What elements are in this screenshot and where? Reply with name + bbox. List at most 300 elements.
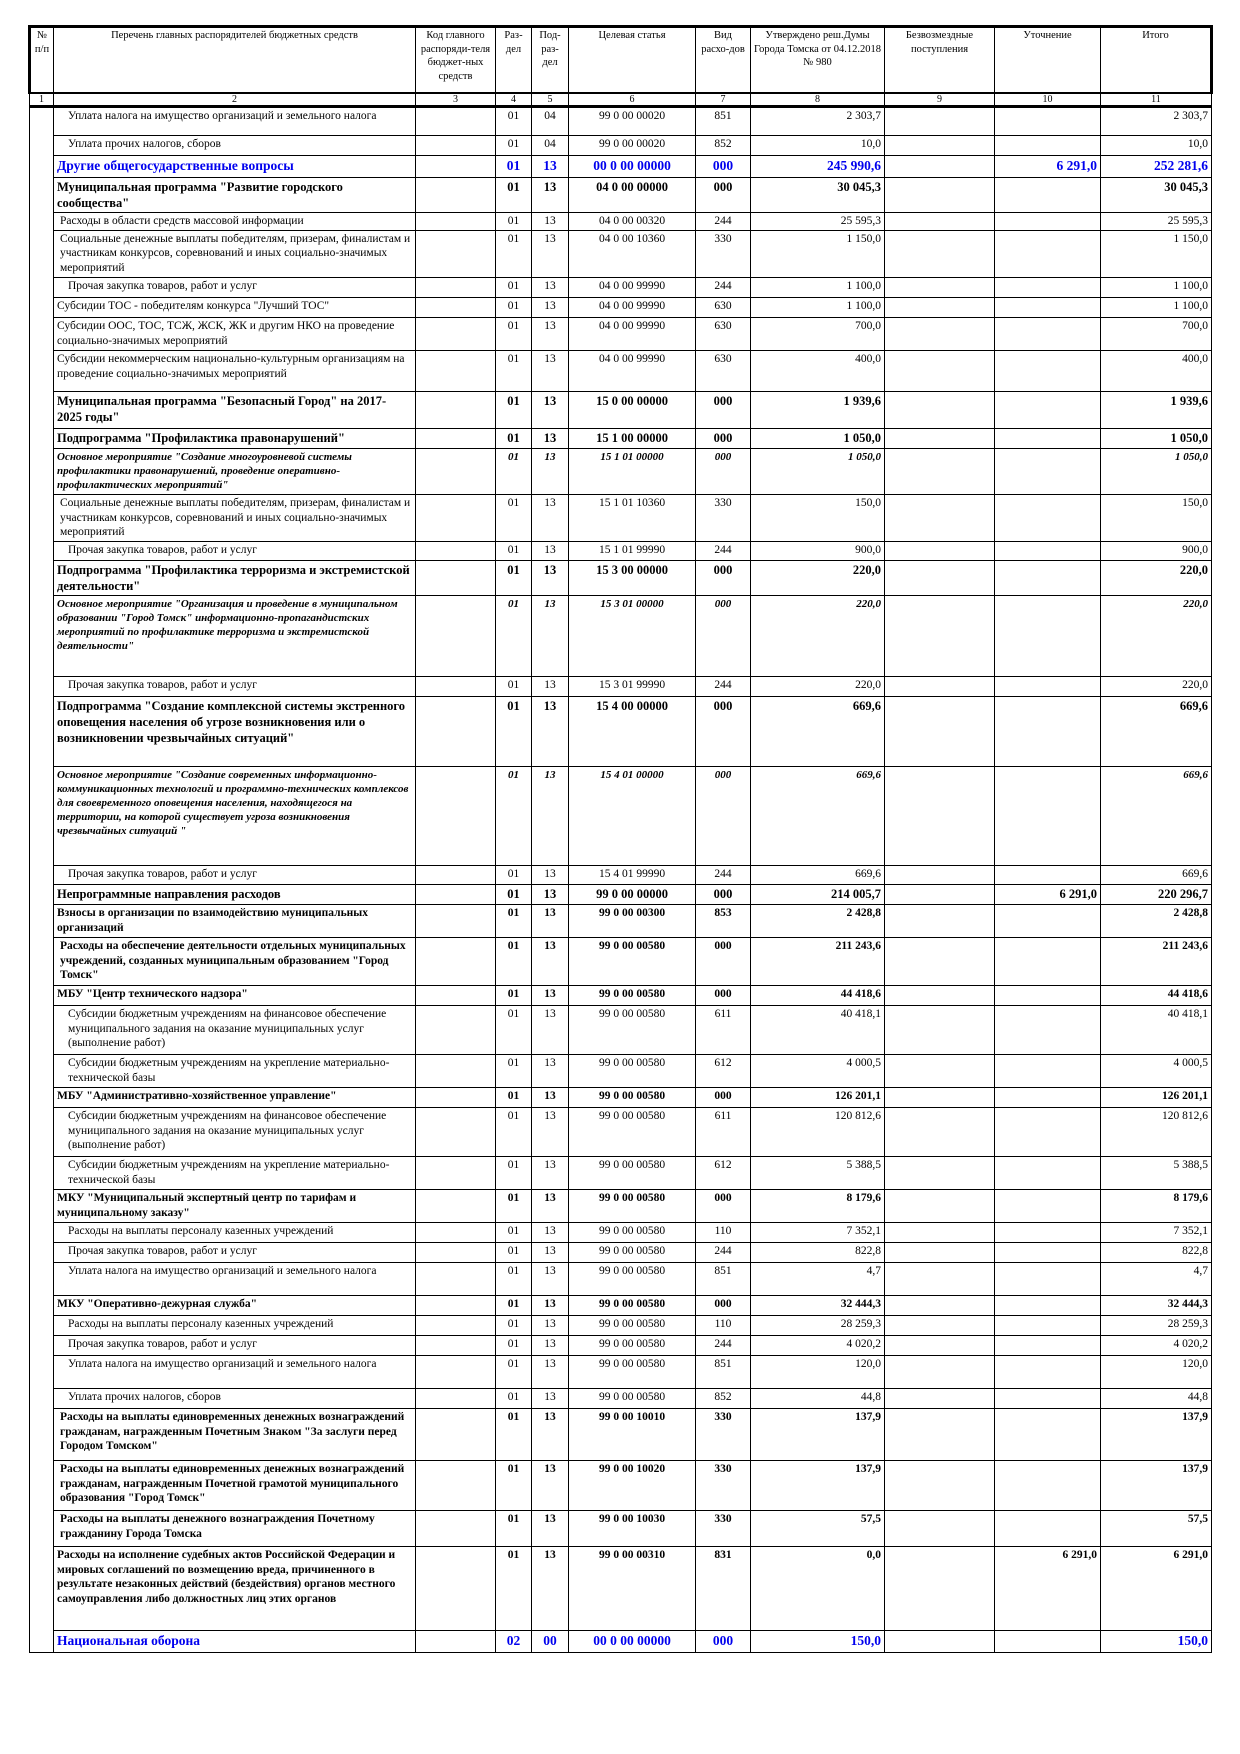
row-expense-type: 000 xyxy=(696,156,751,178)
row-name: Расходы в области средств массовой информации xyxy=(54,213,416,231)
row-approved: 7 352,1 xyxy=(751,1223,885,1243)
row-expense-type: 244 xyxy=(696,866,751,885)
row-total: 1 100,0 xyxy=(1101,297,1212,317)
header-subsection: Под-раз-дел xyxy=(532,27,569,94)
row-total: 4 020,2 xyxy=(1101,1336,1212,1356)
row-expense-type: 330 xyxy=(696,230,751,277)
row-total: 120 812,6 xyxy=(1101,1108,1212,1157)
row-target-article: 99 0 00 00580 xyxy=(569,938,696,986)
row-clarification xyxy=(995,677,1101,697)
row-name: Субсидии бюджетным учреждениям на укрепление материально-технической базы xyxy=(54,1055,416,1088)
row-clarification xyxy=(995,448,1101,494)
row-name: Подпрограмма "Создание комплексной системы экстренного оповещения населения об угрозе возникновения или о возникновении чрезвычайных ситуаций" xyxy=(54,697,416,767)
row-target-article: 00 0 00 00000 xyxy=(569,1631,696,1653)
table-row xyxy=(30,697,1212,767)
row-gratuitous xyxy=(885,905,995,938)
row-name: Уплата прочих налогов, сборов xyxy=(54,136,416,156)
row-subsection: 13 xyxy=(532,1108,569,1157)
row-expense-type: 630 xyxy=(696,317,751,350)
row-number xyxy=(30,317,54,350)
row-name: Социальные денежные выплаты победителям, призерам, финалистам и участникам конкурсов, соревнований и иных социально-значимых мероприятий xyxy=(54,494,416,541)
row-expense-type: 110 xyxy=(696,1223,751,1243)
row-distributor-code xyxy=(416,1243,496,1263)
row-approved: 1 050,0 xyxy=(751,448,885,494)
row-expense-type: 330 xyxy=(696,494,751,541)
header-distributors: Перечень главных распорядителей бюджетных средств xyxy=(54,27,416,94)
row-clarification xyxy=(995,494,1101,541)
row-subsection: 13 xyxy=(532,1296,569,1316)
row-number xyxy=(30,1108,54,1157)
row-subsection: 13 xyxy=(532,448,569,494)
row-gratuitous xyxy=(885,1088,995,1108)
table-row xyxy=(30,448,1212,494)
row-expense-type: 852 xyxy=(696,1389,751,1409)
row-number xyxy=(30,297,54,317)
header-expense-type: Вид расхо-дов xyxy=(696,27,751,94)
row-expense-type: 000 xyxy=(696,178,751,213)
row-approved: 4 000,5 xyxy=(751,1055,885,1088)
table-row xyxy=(30,178,1212,213)
row-subsection: 13 xyxy=(532,1336,569,1356)
table-row xyxy=(30,561,1212,596)
row-gratuitous xyxy=(885,317,995,350)
row-expense-type: 000 xyxy=(696,986,751,1006)
table-row xyxy=(30,1547,1212,1631)
row-gratuitous xyxy=(885,1190,995,1223)
row-gratuitous xyxy=(885,1511,995,1547)
row-target-article: 04 0 00 99990 xyxy=(569,297,696,317)
table-row xyxy=(30,1006,1212,1055)
row-clarification: 6 291,0 xyxy=(995,1547,1101,1631)
row-expense-type: 330 xyxy=(696,1461,751,1511)
row-gratuitous xyxy=(885,1336,995,1356)
row-target-article: 04 0 00 99990 xyxy=(569,350,696,391)
row-target-article: 99 0 00 10030 xyxy=(569,1511,696,1547)
row-name: Расходы на выплаты единовременных денежных вознаграждений гражданам, награжденным Почетным Знаком "За заслуги перед Городом Томском" xyxy=(54,1409,416,1461)
row-section: 01 xyxy=(496,561,532,596)
row-clarification xyxy=(995,542,1101,561)
row-target-article: 99 0 00 00580 xyxy=(569,986,696,1006)
table-row xyxy=(30,677,1212,697)
row-number xyxy=(30,350,54,391)
row-distributor-code xyxy=(416,317,496,350)
row-target-article: 99 0 00 00580 xyxy=(569,1356,696,1389)
row-expense-type: 851 xyxy=(696,107,751,136)
row-subsection: 13 xyxy=(532,1088,569,1108)
row-subsection: 13 xyxy=(532,767,569,866)
row-distributor-code xyxy=(416,297,496,317)
row-gratuitous xyxy=(885,1356,995,1389)
row-distributor-code xyxy=(416,1296,496,1316)
row-clarification xyxy=(995,1409,1101,1461)
row-gratuitous xyxy=(885,542,995,561)
row-name: Прочая закупка товаров, работ и услуг xyxy=(54,1336,416,1356)
row-distributor-code xyxy=(416,1263,496,1296)
row-subsection: 13 xyxy=(532,697,569,767)
row-section: 01 xyxy=(496,230,532,277)
row-number xyxy=(30,938,54,986)
row-total: 220,0 xyxy=(1101,596,1212,677)
row-subsection: 13 xyxy=(532,542,569,561)
header-number: № п/п xyxy=(30,27,54,94)
table-row xyxy=(30,1336,1212,1356)
row-clarification xyxy=(995,866,1101,885)
row-distributor-code xyxy=(416,596,496,677)
row-total: 220 296,7 xyxy=(1101,885,1212,905)
row-approved: 137,9 xyxy=(751,1409,885,1461)
row-subsection: 13 xyxy=(532,1190,569,1223)
column-number: 2 xyxy=(54,93,416,107)
row-subsection: 13 xyxy=(532,986,569,1006)
row-approved: 400,0 xyxy=(751,350,885,391)
row-expense-type: 000 xyxy=(696,1631,751,1653)
row-target-article: 15 1 01 10360 xyxy=(569,494,696,541)
row-section: 01 xyxy=(496,1461,532,1511)
row-subsection: 13 xyxy=(532,156,569,178)
row-section: 01 xyxy=(496,107,532,136)
row-target-article: 15 3 01 00000 xyxy=(569,596,696,677)
row-target-article: 00 0 00 00000 xyxy=(569,156,696,178)
table-row xyxy=(30,1223,1212,1243)
row-distributor-code xyxy=(416,1389,496,1409)
row-approved: 220,0 xyxy=(751,596,885,677)
column-number: 9 xyxy=(885,93,995,107)
row-total: 137,9 xyxy=(1101,1461,1212,1511)
row-number xyxy=(30,136,54,156)
row-name: Субсидии некоммерческим национально-культурным организациям на проведение социально-значимых мероприятий xyxy=(54,350,416,391)
row-total: 822,8 xyxy=(1101,1243,1212,1263)
row-total: 700,0 xyxy=(1101,317,1212,350)
row-number xyxy=(30,866,54,885)
row-subsection: 00 xyxy=(532,1631,569,1653)
row-expense-type: 000 xyxy=(696,428,751,448)
row-target-article: 99 0 00 00580 xyxy=(569,1296,696,1316)
row-approved: 4,7 xyxy=(751,1263,885,1296)
row-section: 01 xyxy=(496,448,532,494)
row-name: Расходы на выплаты единовременных денежных вознаграждений гражданам, награжденным Почетной грамотой муниципального образования "Город Томск" xyxy=(54,1461,416,1511)
row-approved: 8 179,6 xyxy=(751,1190,885,1223)
row-total: 44 418,6 xyxy=(1101,986,1212,1006)
table-row xyxy=(30,1356,1212,1389)
table-row xyxy=(30,136,1212,156)
row-number xyxy=(30,1461,54,1511)
row-total: 1 150,0 xyxy=(1101,230,1212,277)
column-number: 1 xyxy=(30,93,54,107)
row-subsection: 13 xyxy=(532,1157,569,1190)
row-section: 01 xyxy=(496,213,532,231)
row-distributor-code xyxy=(416,1157,496,1190)
row-distributor-code xyxy=(416,391,496,428)
row-target-article: 99 0 00 00580 xyxy=(569,1190,696,1223)
row-name: Уплата прочих налогов, сборов xyxy=(54,1389,416,1409)
row-target-article: 04 0 00 00000 xyxy=(569,178,696,213)
row-expense-type: 330 xyxy=(696,1511,751,1547)
row-expense-type: 244 xyxy=(696,1336,751,1356)
row-gratuitous xyxy=(885,677,995,697)
row-total: 1 100,0 xyxy=(1101,277,1212,297)
row-section: 01 xyxy=(496,1316,532,1336)
row-section: 01 xyxy=(496,905,532,938)
table-row xyxy=(30,767,1212,866)
row-number xyxy=(30,230,54,277)
table-row xyxy=(30,1108,1212,1157)
row-clarification xyxy=(995,213,1101,231)
row-number xyxy=(30,1088,54,1108)
row-total: 137,9 xyxy=(1101,1409,1212,1461)
row-approved: 137,9 xyxy=(751,1461,885,1511)
table-row xyxy=(30,1157,1212,1190)
column-number: 6 xyxy=(569,93,696,107)
row-subsection: 13 xyxy=(532,1263,569,1296)
row-clarification: 6 291,0 xyxy=(995,156,1101,178)
row-subsection: 13 xyxy=(532,1055,569,1088)
row-total: 900,0 xyxy=(1101,542,1212,561)
row-expense-type: 330 xyxy=(696,1409,751,1461)
row-target-article: 15 1 00 00000 xyxy=(569,428,696,448)
row-distributor-code xyxy=(416,866,496,885)
row-name: Уплата налога на имущество организаций и земельного налога xyxy=(54,1263,416,1296)
row-gratuitous xyxy=(885,277,995,297)
row-subsection: 13 xyxy=(532,1243,569,1263)
row-target-article: 15 3 00 00000 xyxy=(569,561,696,596)
row-subsection: 13 xyxy=(532,494,569,541)
row-clarification xyxy=(995,391,1101,428)
row-gratuitous xyxy=(885,213,995,231)
row-clarification xyxy=(995,1389,1101,1409)
header-section: Раз-дел xyxy=(496,27,532,94)
row-gratuitous xyxy=(885,1223,995,1243)
row-name: Субсидии ООС, ТОС, ТСЖ, ЖСК, ЖК и другим НКО на проведение социально-значимых мероприятий xyxy=(54,317,416,350)
row-clarification xyxy=(995,230,1101,277)
row-expense-type: 000 xyxy=(696,448,751,494)
row-total: 25 595,3 xyxy=(1101,213,1212,231)
row-target-article: 99 0 00 00580 xyxy=(569,1243,696,1263)
row-clarification xyxy=(995,905,1101,938)
row-target-article: 99 0 00 10010 xyxy=(569,1409,696,1461)
row-section: 01 xyxy=(496,885,532,905)
row-section: 01 xyxy=(496,1190,532,1223)
row-subsection: 13 xyxy=(532,213,569,231)
row-number xyxy=(30,1243,54,1263)
row-clarification xyxy=(995,1511,1101,1547)
row-total: 669,6 xyxy=(1101,767,1212,866)
row-name: МКУ "Оперативно-дежурная служба" xyxy=(54,1296,416,1316)
row-name: Прочая закупка товаров, работ и услуг xyxy=(54,542,416,561)
row-expense-type: 853 xyxy=(696,905,751,938)
row-name: Муниципальная программа "Безопасный Город" на 2017- 2025 годы" xyxy=(54,391,416,428)
row-section: 01 xyxy=(496,1108,532,1157)
row-name: Расходы на выплаты денежного вознаграждения Почетному гражданину Города Томска xyxy=(54,1511,416,1547)
row-expense-type: 852 xyxy=(696,136,751,156)
row-subsection: 13 xyxy=(532,1511,569,1547)
table-row xyxy=(30,391,1212,428)
row-number xyxy=(30,156,54,178)
row-approved: 245 990,6 xyxy=(751,156,885,178)
row-distributor-code xyxy=(416,178,496,213)
row-name: Уплата налога на имущество организаций и земельного налога xyxy=(54,107,416,136)
row-target-article: 15 1 01 00000 xyxy=(569,448,696,494)
row-clarification xyxy=(995,1296,1101,1316)
row-total: 669,6 xyxy=(1101,866,1212,885)
row-gratuitous xyxy=(885,885,995,905)
row-number xyxy=(30,561,54,596)
row-subsection: 13 xyxy=(532,1223,569,1243)
row-number xyxy=(30,107,54,136)
row-distributor-code xyxy=(416,1461,496,1511)
row-expense-type: 851 xyxy=(696,1356,751,1389)
row-target-article: 99 0 00 10020 xyxy=(569,1461,696,1511)
row-approved: 2 428,8 xyxy=(751,905,885,938)
row-gratuitous xyxy=(885,1389,995,1409)
row-gratuitous xyxy=(885,596,995,677)
row-number xyxy=(30,1336,54,1356)
row-clarification xyxy=(995,428,1101,448)
row-approved: 669,6 xyxy=(751,697,885,767)
row-approved: 150,0 xyxy=(751,1631,885,1653)
row-total: 120,0 xyxy=(1101,1356,1212,1389)
row-approved: 2 303,7 xyxy=(751,107,885,136)
row-section: 01 xyxy=(496,1006,532,1055)
row-number xyxy=(30,391,54,428)
row-expense-type: 000 xyxy=(696,1296,751,1316)
row-approved: 220,0 xyxy=(751,561,885,596)
row-clarification xyxy=(995,561,1101,596)
row-gratuitous xyxy=(885,350,995,391)
row-name: Субсидии ТОС - победителям конкурса "Лучший ТОС" xyxy=(54,297,416,317)
table-row xyxy=(30,938,1212,986)
row-name: Субсидии бюджетным учреждениям на финансовое обеспечение муниципального задания на оказание муниципальных услуг (выполнение работ) xyxy=(54,1006,416,1055)
row-distributor-code xyxy=(416,1356,496,1389)
row-approved: 1 050,0 xyxy=(751,428,885,448)
header-clarification: Уточнение xyxy=(995,27,1101,94)
row-target-article: 15 0 00 00000 xyxy=(569,391,696,428)
row-number xyxy=(30,448,54,494)
row-name: Расходы на обеспечение деятельности отдельных муниципальных учреждений, созданных муниципальным образованием "Город Томск" xyxy=(54,938,416,986)
row-expense-type: 244 xyxy=(696,1243,751,1263)
row-subsection: 13 xyxy=(532,1389,569,1409)
row-section: 01 xyxy=(496,277,532,297)
row-total: 32 444,3 xyxy=(1101,1296,1212,1316)
row-distributor-code xyxy=(416,1409,496,1461)
row-gratuitous xyxy=(885,178,995,213)
row-total: 30 045,3 xyxy=(1101,178,1212,213)
table-row xyxy=(30,317,1212,350)
row-expense-type: 630 xyxy=(696,350,751,391)
row-clarification xyxy=(995,1055,1101,1088)
row-approved: 150,0 xyxy=(751,494,885,541)
row-gratuitous xyxy=(885,1055,995,1088)
row-target-article: 15 4 00 00000 xyxy=(569,697,696,767)
row-section: 01 xyxy=(496,1223,532,1243)
row-section: 01 xyxy=(496,866,532,885)
row-section: 01 xyxy=(496,697,532,767)
table-row xyxy=(30,428,1212,448)
row-gratuitous xyxy=(885,1006,995,1055)
row-name: Расходы на выплаты персоналу казенных учреждений xyxy=(54,1316,416,1336)
column-number: 11 xyxy=(1101,93,1212,107)
row-number xyxy=(30,1006,54,1055)
row-number xyxy=(30,178,54,213)
row-target-article: 99 0 00 00000 xyxy=(569,885,696,905)
row-approved: 220,0 xyxy=(751,677,885,697)
budget-sheet xyxy=(28,25,1210,1653)
row-approved: 126 201,1 xyxy=(751,1088,885,1108)
row-clarification xyxy=(995,1461,1101,1511)
row-name: Подпрограмма "Профилактика правонарушений" xyxy=(54,428,416,448)
header-gratuitous: Безвозмездные поступления xyxy=(885,27,995,94)
table-row xyxy=(30,1409,1212,1461)
row-expense-type: 612 xyxy=(696,1055,751,1088)
row-number xyxy=(30,697,54,767)
row-total: 57,5 xyxy=(1101,1511,1212,1547)
row-clarification xyxy=(995,697,1101,767)
table-row xyxy=(30,494,1212,541)
row-approved: 1 150,0 xyxy=(751,230,885,277)
row-number xyxy=(30,1547,54,1631)
row-total: 1 050,0 xyxy=(1101,428,1212,448)
row-approved: 28 259,3 xyxy=(751,1316,885,1336)
row-distributor-code xyxy=(416,1055,496,1088)
row-target-article: 99 0 00 00020 xyxy=(569,136,696,156)
table-row xyxy=(30,297,1212,317)
row-total: 669,6 xyxy=(1101,697,1212,767)
row-name: Подпрограмма "Профилактика терроризма и экстремистской деятельности" xyxy=(54,561,416,596)
row-name: Прочая закупка товаров, работ и услуг xyxy=(54,1243,416,1263)
row-clarification xyxy=(995,1263,1101,1296)
row-target-article: 04 0 00 99990 xyxy=(569,317,696,350)
row-distributor-code xyxy=(416,494,496,541)
row-name: Уплата налога на имущество организаций и земельного налога xyxy=(54,1356,416,1389)
row-clarification xyxy=(995,767,1101,866)
row-approved: 700,0 xyxy=(751,317,885,350)
row-gratuitous xyxy=(885,428,995,448)
row-clarification xyxy=(995,136,1101,156)
row-subsection: 13 xyxy=(532,428,569,448)
row-name: Социальные денежные выплаты победителям, призерам, финалистам и участникам конкурсов, соревнований и иных социально-значимых мероприятий xyxy=(54,230,416,277)
row-number xyxy=(30,1631,54,1653)
row-name: Прочая закупка товаров, работ и услуг xyxy=(54,277,416,297)
row-total: 5 388,5 xyxy=(1101,1157,1212,1190)
row-name: Прочая закупка товаров, работ и услуг xyxy=(54,866,416,885)
row-expense-type: 110 xyxy=(696,1316,751,1336)
row-subsection: 13 xyxy=(532,297,569,317)
table-row xyxy=(30,213,1212,231)
row-gratuitous xyxy=(885,1108,995,1157)
row-name: Взносы в организации по взаимодействию муниципальных организаций xyxy=(54,905,416,938)
row-target-article: 04 0 00 10360 xyxy=(569,230,696,277)
row-number xyxy=(30,494,54,541)
row-section: 01 xyxy=(496,938,532,986)
row-approved: 57,5 xyxy=(751,1511,885,1547)
column-number: 8 xyxy=(751,93,885,107)
row-total: 6 291,0 xyxy=(1101,1547,1212,1631)
table-row xyxy=(30,1190,1212,1223)
row-section: 01 xyxy=(496,1511,532,1547)
row-section: 01 xyxy=(496,986,532,1006)
row-distributor-code xyxy=(416,448,496,494)
row-distributor-code xyxy=(416,986,496,1006)
table-row xyxy=(30,156,1212,178)
row-distributor-code xyxy=(416,561,496,596)
row-distributor-code xyxy=(416,1316,496,1336)
row-total: 28 259,3 xyxy=(1101,1316,1212,1336)
row-gratuitous xyxy=(885,1296,995,1316)
row-approved: 900,0 xyxy=(751,542,885,561)
row-section: 01 xyxy=(496,1157,532,1190)
row-distributor-code xyxy=(416,697,496,767)
row-clarification xyxy=(995,986,1101,1006)
table-row xyxy=(30,885,1212,905)
